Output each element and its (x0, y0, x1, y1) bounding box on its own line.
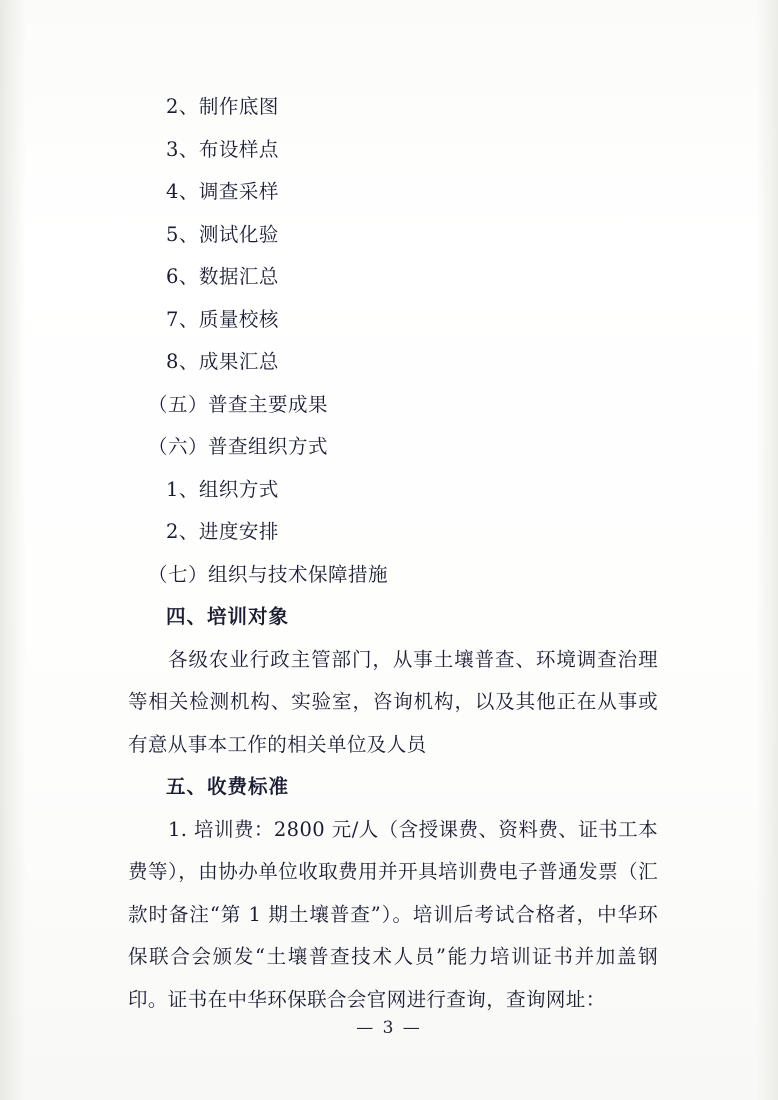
outline-item: （五）普查主要成果 (148, 392, 329, 416)
section-four-paragraph: 各级农业行政主管部门，从事土壤普查、环境调查治理等相关检测机构、实验室，咨询机构，以及其他正在从事或有意从事本工作的相关单位及人员 (128, 647, 658, 756)
outline-item: （六）普查组织方式 (148, 435, 329, 458)
outline-item: 7、质量校核 (166, 307, 279, 331)
page-number: — 3 — (356, 1018, 422, 1038)
outline-item: 8、成果汇总 (166, 350, 279, 373)
outline-item: 2、制作底图 (166, 95, 279, 118)
outline-item: 6、数据汇总 (166, 265, 279, 288)
section-five-paragraph: 1. 培训费：2800 元/人（含授课费、资料费、证书工本费等），由协办单位收取费用并开具培训费电子普通发票（汇款时备注“第 1 期土壤普查”）。培训后考试合格者，中华环保联合会颁发“土壤普查技术人员”能力培训证书并加盖钢印。证书在中华环保联合会官网进行查询，查询网址： (128, 817, 658, 1011)
outline-item: 5、测试化验 (166, 222, 279, 246)
outline-item: 1、组织方式 (166, 477, 279, 501)
outline-item: 3、布设样点 (166, 137, 279, 161)
section-five-heading: 五、收费标准 (166, 775, 290, 798)
section-four-heading: 四、培训对象 (166, 605, 290, 628)
outline-item: 4、调查采样 (166, 180, 279, 203)
outline-item: （七）组织与技术保障措施 (148, 562, 389, 586)
outline-item: 2、进度安排 (166, 520, 279, 543)
page-content (128, 86, 658, 1021)
